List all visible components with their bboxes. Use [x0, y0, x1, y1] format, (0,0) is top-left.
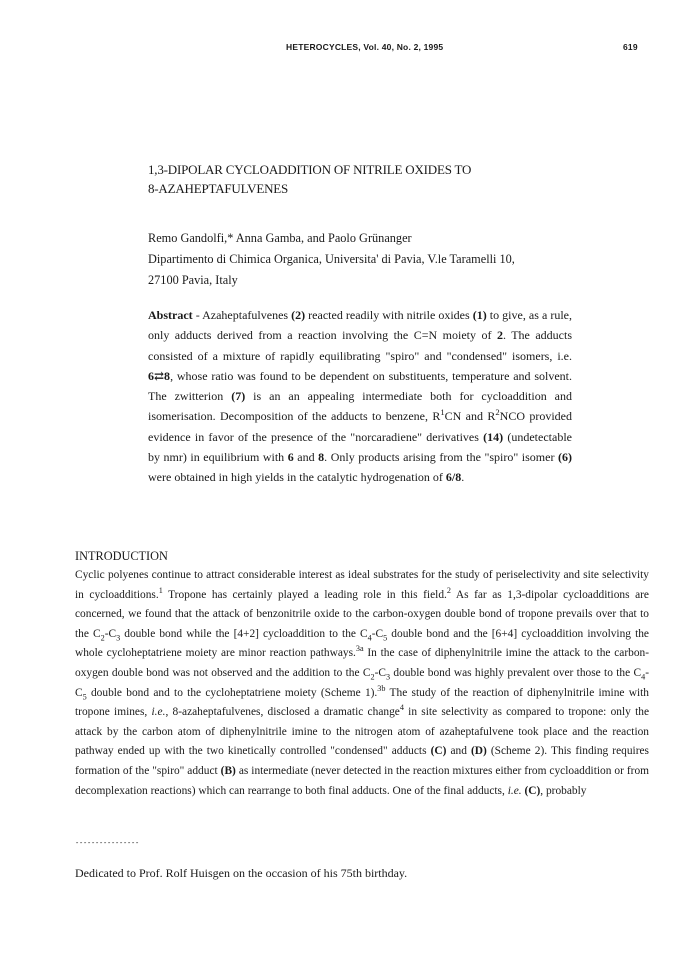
compound-ref: (C) — [524, 784, 541, 797]
abstract-text: - Azaheptafulvenes — [192, 308, 292, 322]
body-text: Tropone has certainly played a leading role in this field. — [162, 588, 447, 601]
compound-ref: (C) — [430, 745, 447, 758]
body-text: double bond was highly prevalent over those to the C — [390, 666, 642, 679]
title-line-2: 8-AZAHEPTAFULVENES — [148, 181, 289, 196]
abstract-text: CN and R — [444, 409, 496, 424]
superscript: 1 — [440, 407, 445, 418]
body-text: (Scheme 2). This finding requires formation of the "spiro" adduct — [75, 745, 649, 777]
abstract-text: is an an appealing intermediate both for cycloaddition and isomerisation. Decomposition of the adducts to benzene, R — [148, 389, 572, 424]
abstract-text: . Only products arising from the "spiro" isomer — [324, 450, 558, 465]
abstract-text: (undetectable by nmr) in equilibrium with — [148, 429, 572, 465]
compound-ref: (6) — [558, 450, 572, 465]
compound-ref: 6/8 — [445, 470, 462, 485]
subscript: 4 — [641, 672, 646, 682]
compound-ref: 8 — [318, 450, 325, 465]
title-line-1: 1,3-DIPOLAR CYCLOADDITION OF NITRILE OXIDES TO — [148, 162, 472, 177]
abstract-label: Abstract — [148, 308, 193, 322]
citation: 3b — [377, 683, 386, 693]
body-text: As far as 1,3-dipolar cycloadditions are concerned, we found that the attack of benzonitrile oxide to the carbon-oxygen double bond of tropone prevails over that to the C — [75, 588, 649, 640]
page-number: 619 — [623, 42, 638, 52]
superscript: 2 — [495, 407, 500, 418]
footnote-separator: ---------------- — [75, 840, 140, 848]
compound-ref: (2) — [291, 308, 306, 322]
author-block — [148, 228, 515, 291]
author-names: Remo Gandolfi,* Anna Gamba, and Paolo Grünanger — [148, 231, 412, 245]
compound-ref: (D) — [470, 745, 487, 758]
body-text: in site selectivity as compared to tropone: only the attack by the carbon atom of diphenylnitrile imine to the nitrogen atom of azaheptafulvene took place and the reaction pathway ended up with the two kinetically controlled "condensed" adducts — [75, 706, 650, 758]
body-text: double bond and to the cycloheptatriene moiety (Scheme 1). — [86, 686, 378, 699]
subscript: 5 — [82, 691, 87, 701]
subscript: 4 — [367, 633, 372, 643]
body-text: In the case of diphenylnitrile imine the attack to the carbon-oxygen double bond was not observed and the addition to the C — [75, 647, 650, 679]
section-heading: INTRODUCTION — [75, 549, 168, 563]
intro-paragraph — [75, 566, 649, 801]
subscript: 5 — [383, 633, 388, 643]
compound-ref: (7) — [231, 389, 246, 404]
abstract-text: and — [293, 450, 319, 465]
abstract-text: to give, as a rule, only adducts derived from a reaction involving the C=N moiety of — [148, 308, 572, 343]
subscript: 2 — [370, 672, 375, 682]
compound-ref: 6⇄8 — [148, 368, 171, 383]
compound-ref: 6 — [287, 450, 294, 465]
abstract — [148, 305, 572, 488]
citation: 1 — [158, 585, 163, 595]
compound-ref: (1) — [472, 308, 487, 322]
body-text: -C — [75, 666, 649, 699]
body-text: as intermediate (never detected in the reaction mixtures either from cycloaddition or from decomplexation reactions) which can rearrange to both final adducts. One of the final adducts, — [75, 764, 649, 797]
body-text: double bond while the [4+2] cycloaddition to the C — [120, 627, 368, 640]
abstract-text: NCO provided evidence in favor of the presence of the "norcaradiene" derivatives — [148, 409, 572, 444]
compound-ref: 2 — [496, 328, 503, 343]
abstract-text: , whose ratio was found to be dependent on substituents, temperature and solvent. The zwitterion — [148, 368, 572, 404]
citation: 4 — [399, 703, 404, 713]
body-text: -C — [374, 666, 386, 679]
citation: 3a — [355, 644, 364, 654]
affiliation-line-1: Dipartimento di Chimica Organica, Universita' di Pavia, V.le Taramelli 10, — [148, 252, 515, 266]
dedication-footnote: Dedicated to Prof. Rolf Huisgen on the occasion of his 75th birthday. — [75, 866, 408, 880]
running-header: HETEROCYCLES, Vol. 40, No. 2, 1995 — [286, 42, 444, 52]
affiliation-line-2: 27100 Pavia, Italy — [148, 273, 238, 287]
body-text: and — [446, 745, 471, 758]
compound-ref: (14) — [483, 429, 504, 444]
body-text: , 8-azaheptafulvenes, disclosed a dramatic change — [165, 706, 400, 719]
compound-ref: (B) — [220, 764, 236, 777]
italic-text: i.e. — [507, 784, 522, 797]
abstract-text: . — [461, 470, 465, 485]
subscript: 3 — [116, 633, 121, 643]
abstract-text: reacted readily with nitrile oxides — [305, 308, 473, 322]
body-text: -C — [104, 627, 117, 640]
body-text: double bond and the [6+4] cycloaddition involving the whole cycloheptatriene moiety are minor reaction pathways. — [75, 627, 649, 660]
body-text: -C — [371, 627, 384, 640]
body-text: , probably — [540, 784, 587, 797]
body-text: The study of the reaction of diphenylnitrile imine with tropone imines, — [75, 686, 649, 719]
body-text: Cyclic polyenes continue to attract considerable interest as ideal substrates for the study of periselectivity and site selectivity in cycloadditions. — [75, 569, 649, 601]
paper-title — [148, 160, 471, 198]
abstract-text: were obtained in high yields in the catalytic hydrogenation of — [148, 470, 446, 485]
subscript: 2 — [100, 633, 105, 643]
abstract-text: . The adducts consisted of a mixture of rapidly equilibrating "spiro" and "condensed" isomers, i.e. — [148, 328, 572, 363]
subscript: 3 — [385, 672, 391, 682]
italic-text: i.e. — [151, 706, 166, 719]
citation: 2 — [446, 585, 451, 595]
